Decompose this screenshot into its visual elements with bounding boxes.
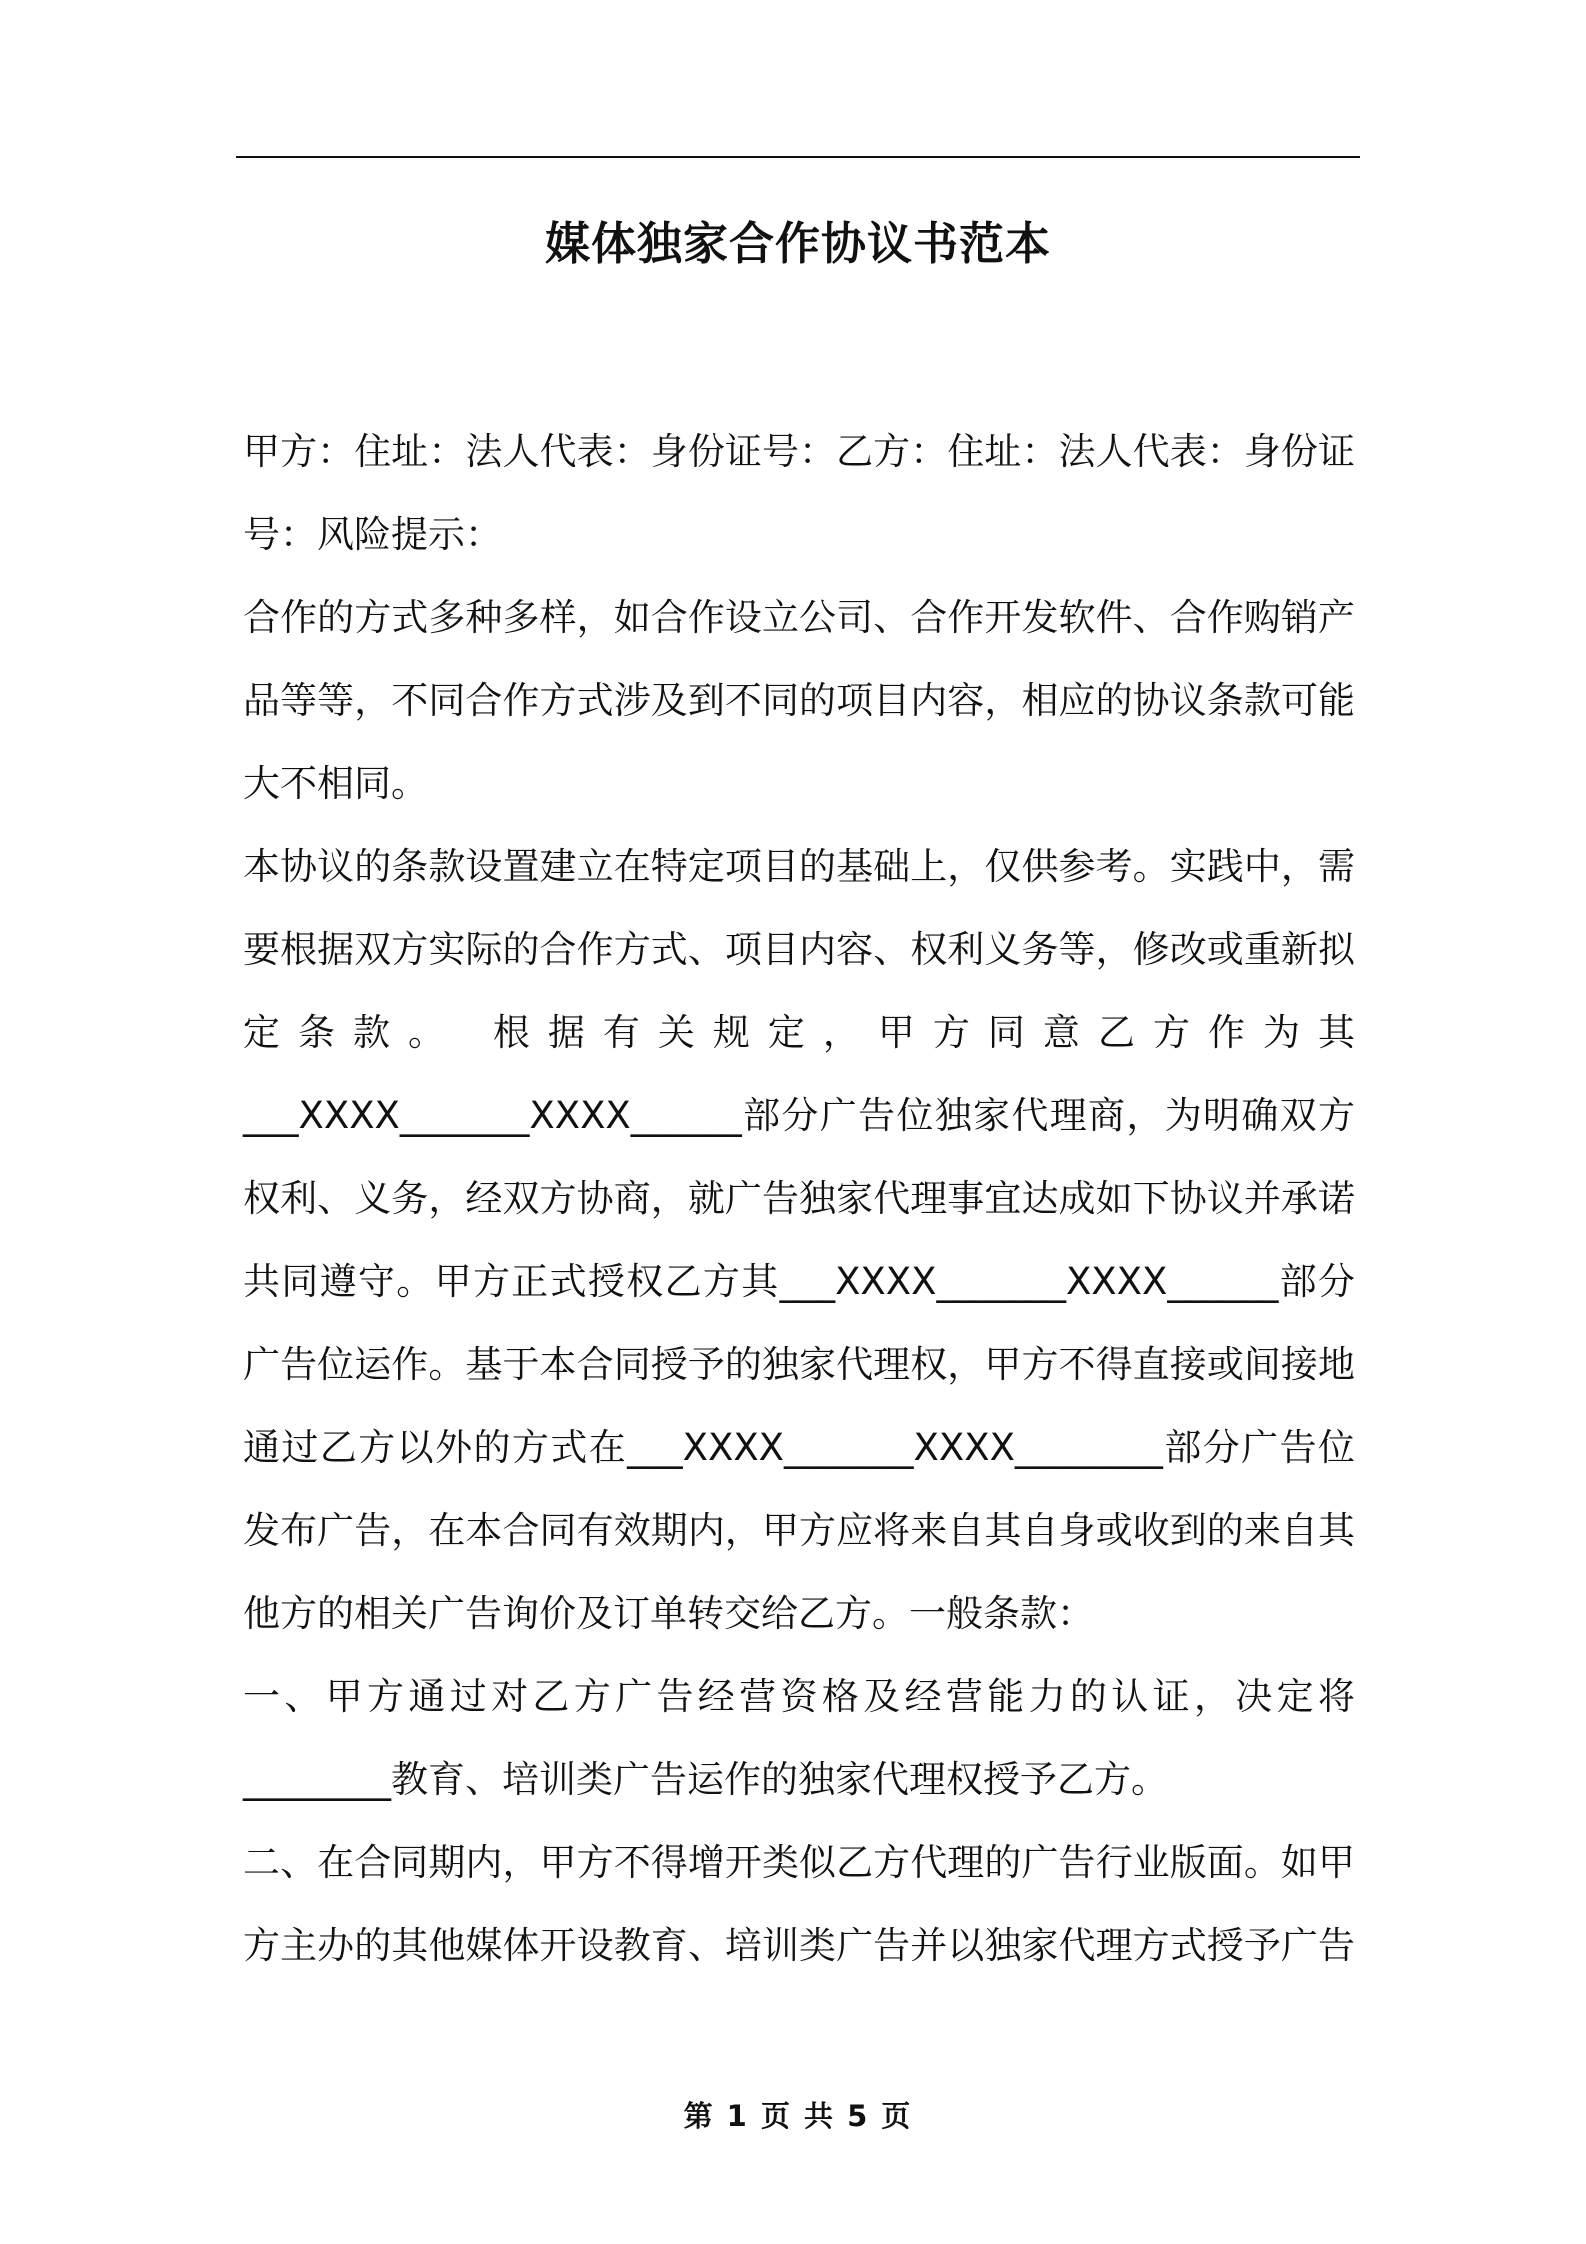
header-rule (236, 156, 1360, 158)
paragraph-agreement-terms: 本协议的条款设置建立在特定项目的基础上，仅供参考。实践中，需要根据双方实际的合作方式、项目内容、权利义务等，修改或重新拟定条款。 根据有关规定，甲方同意乙方作为其___XXXX_______XXXX______部分广告位独家代理商，为明确双方权利、义务，经双方协商，就广告独家代理事宜达成如下协议并承诺共同遵守。甲方正式授权乙方其___XXXX_______XXXX______部分广告位运作。基于本合同授予的独家代理权，甲方不得直接或间接地通过乙方以外的方式在___XXXX_______XXXX________部分广告位发布广告，在本合同有效期内，甲方应将来自其自身或收到的来自其他方的相关广告询价及订单转交给乙方。一般条款： (243, 845, 1355, 1635)
page-number: 第 1 页 共 5 页 (683, 2099, 913, 2133)
document-body (243, 410, 1355, 1987)
paragraph-parties: 甲方：住址：法人代表：身份证号：乙方：住址：法人代表：身份证号：风险提示： (243, 430, 1355, 556)
paragraph-cooperation-methods: 合作的方式多种多样，如合作设立公司、合作开发软件、合作购销产品等等，不同合作方式涉及到不同的项目内容，相应的协议条款可能大不相同。 (243, 596, 1355, 805)
document-title: 媒体独家合作协议书范本 (544, 217, 1051, 270)
paragraph-clause-2: 二、在合同期内，甲方不得增开类似乙方代理的广告行业版面。如甲方主办的其他媒体开设教育、培训类广告并以独家代理方式授予广告 (243, 1841, 1355, 1967)
paragraph-clause-1: 一、甲方通过对乙方广告经营资格及经营能力的认证，决定将________教育、培训类广告运作的独家代理权授予乙方。 (243, 1675, 1355, 1801)
